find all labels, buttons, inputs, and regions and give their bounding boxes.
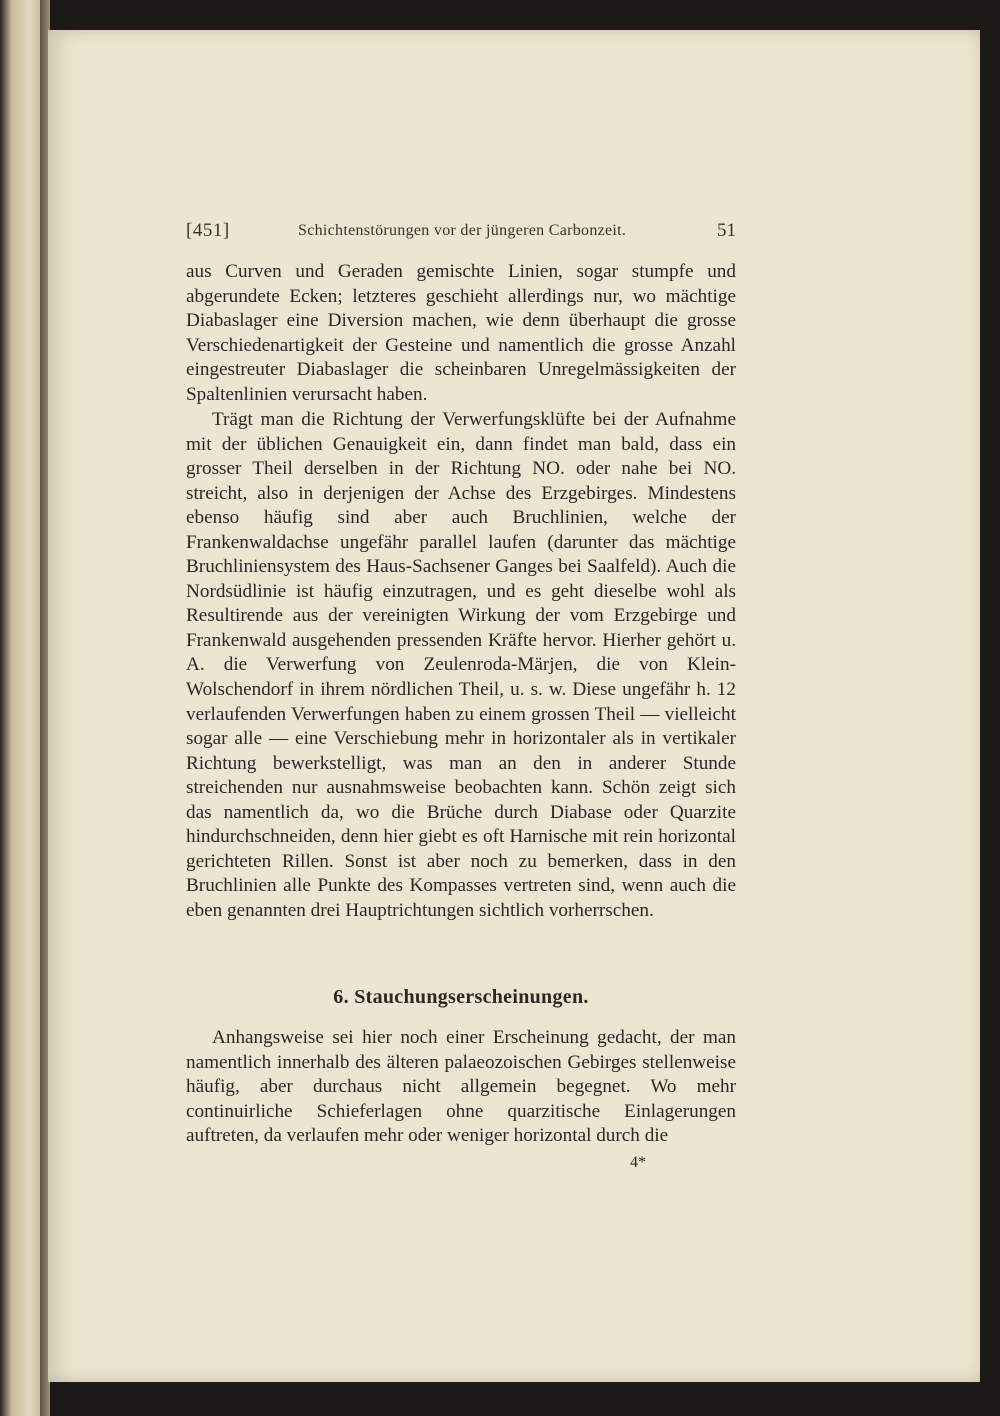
running-title: Schichtenstörungen vor der jüngeren Carbonzeit. — [298, 222, 627, 239]
paragraph-stauchung: Anhangsweise sei hier noch einer Erscheinung gedacht, der man namentlich innerhalb des älteren palaeozoischen Gebirges stellenweise häufig, aber durchaus nicht allgemein begegnet. Wo mehr continuirliche Schieferlagen ohne quarzitische Einlagerungen auftreten, da verlaufen mehr oder weniger horizontal durch die — [186, 1027, 736, 1147]
page-reference: [451] — [186, 220, 230, 241]
signature-mark: 4* — [630, 1154, 646, 1171]
paragraph-verwerfungen: Trägt man die Richtung der Verwerfungsklüfte bei der Aufnahme mit der üblichen Genauigkeit ein, dann findet man bald, dass ein grosser Theil derselben in der Richtung NO. oder nahe bei NO. streicht, also in derjenigen der Achse des Erzgebirges. Mindestens ebenso häufig sind aber auch Bruchlinien, welche der Frankenwaldachse ungefähr parallel laufen (darunter das mächtige Bruchliniensystem des Haus-Sachsener Ganges bei Saalfeld). Auch die Nordsüdlinie ist häufig einzutragen, und es geht dieselbe wohl als Resultirende aus der vereinigten Wirkung der vom Erzgebirge und Frankenwald ausgehenden pressenden Kräfte hervor. Hierher gehört u. A. die Verwerfung von Zeulenroda-Märjen, die von Klein-Wolschendorf in ihrem nördlichen Theil, u. s. w. Diese ungefähr h. 12 verlaufenden Verwerfungen haben zu einem grossen Theil — vielleicht sogar alle — eine Verschiebung mehr in horizontaler als in vertikaler Richtung bewerkstelligt, was man an den in anderer Stunde streichenden nur ausnahmsweise beobachten kann. Schön zeigt sich das namentlich da, wo die Brüche durch Diabase oder Quarzite hindurchschneiden, denn hier giebt es oft Harnische mit rein horizontal gerichteten Rillen. Sonst ist aber noch zu bemerken, dass in den Bruchlinien alle Punkte des Kompasses vertreten sind, wenn auch die eben genannten drei Hauptrichtungen sichtlich vorherrschen. — [186, 409, 736, 921]
page-number: 51 — [717, 220, 736, 241]
running-head — [186, 220, 736, 248]
section-heading: 6. Stauchungserscheinungen. — [333, 986, 589, 1008]
paragraph-continuation: aus Curven und Geraden gemischte Linien, sogar stumpfe und abgerundete Ecken; letzteres geschieht allerdings nur, wo mächtige Diabaslager eine Diversion machen, wie denn überhaupt die grosse Verschiedenartigkeit der Gesteine und namentlich die grosse Anzahl eingestreuter Diabaslager die scheinbaren Unregelmässigkeiten der Spaltenlinien verursacht haben. — [186, 261, 736, 405]
book-page — [48, 30, 980, 1382]
